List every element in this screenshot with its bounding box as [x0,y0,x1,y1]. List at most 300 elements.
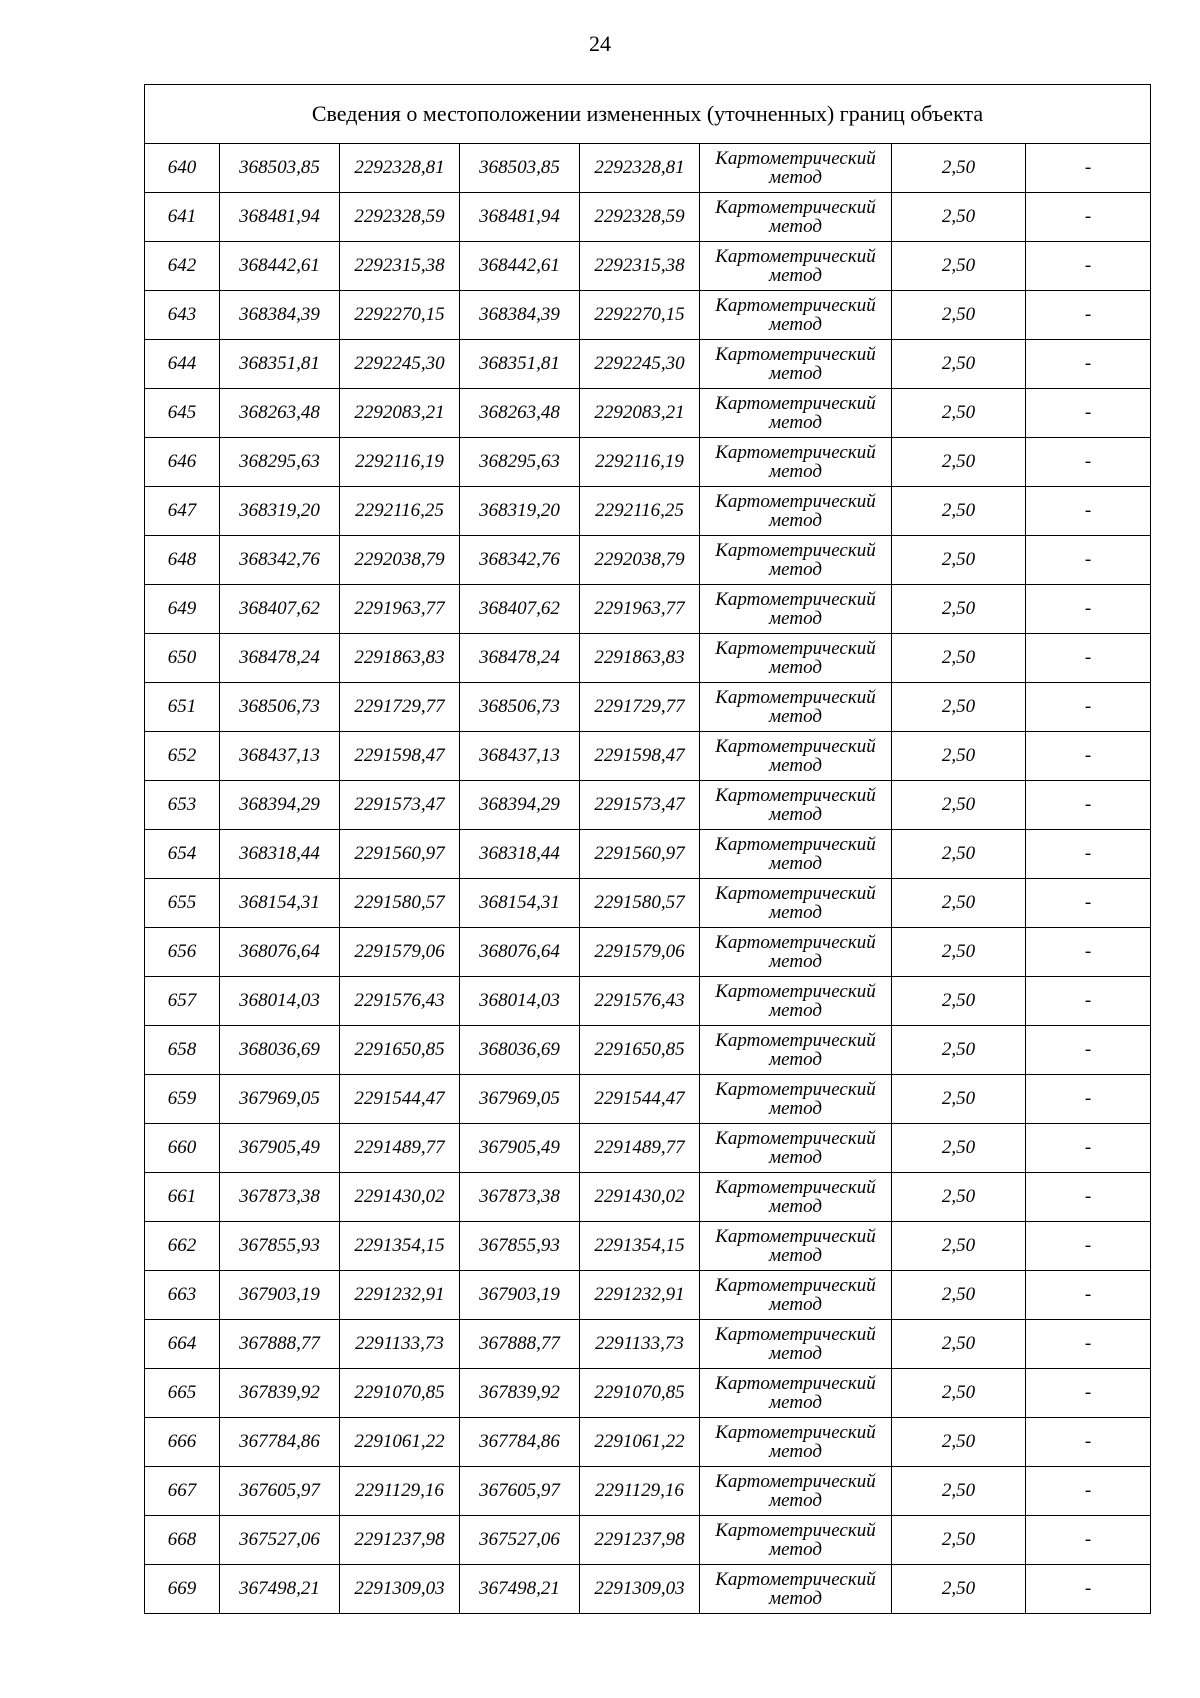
method-cell [700,1320,892,1369]
existing-y-cell: 2291544,47 [340,1075,460,1124]
existing-x-cell: 368394,29 [220,781,340,830]
note-cell: - [1026,291,1151,340]
method-line-2: метод [769,608,822,629]
refined-y-cell: 2291237,98 [580,1516,700,1565]
method-line-2: метод [769,1245,822,1266]
method-line-1: Картометрический [715,197,876,218]
point-number-cell: 648 [145,536,220,585]
refined-y-cell: 2291729,77 [580,683,700,732]
method-line-1: Картометрический [715,1520,876,1541]
point-number-cell: 666 [145,1418,220,1467]
existing-y-cell: 2292328,81 [340,144,460,193]
method-line-1: Картометрический [715,785,876,806]
note-cell: - [1026,1467,1151,1516]
refined-y-cell: 2291580,57 [580,879,700,928]
method-line-1: Картометрический [715,883,876,904]
method-cell [700,242,892,291]
existing-y-cell: 2291232,91 [340,1271,460,1320]
method-line-2: метод [769,902,822,923]
method-line-1: Картометрический [715,1422,876,1443]
note-cell: - [1026,732,1151,781]
refined-x-cell: 367905,49 [460,1124,580,1173]
method-line-2: метод [769,1441,822,1462]
method-line-1: Картометрический [715,246,876,267]
method-cell [700,1124,892,1173]
note-cell: - [1026,487,1151,536]
existing-y-cell: 2292328,59 [340,193,460,242]
note-cell: - [1026,1173,1151,1222]
method-line-2: метод [769,853,822,874]
point-number-cell: 651 [145,683,220,732]
existing-x-cell: 368319,20 [220,487,340,536]
existing-y-cell: 2291430,02 [340,1173,460,1222]
accuracy-cell: 2,50 [892,291,1026,340]
point-number-cell: 640 [145,144,220,193]
table-row [145,1467,1151,1516]
point-number-cell: 661 [145,1173,220,1222]
existing-y-cell: 2292245,30 [340,340,460,389]
method-line-2: метод [769,510,822,531]
point-number-cell: 649 [145,585,220,634]
existing-x-cell: 368478,24 [220,634,340,683]
point-number-cell: 644 [145,340,220,389]
method-cell [700,1516,892,1565]
accuracy-cell: 2,50 [892,1173,1026,1222]
method-line-2: метод [769,1539,822,1560]
table-row [145,536,1151,585]
point-number-cell: 665 [145,1369,220,1418]
accuracy-cell: 2,50 [892,1565,1026,1614]
refined-x-cell: 367855,93 [460,1222,580,1271]
existing-y-cell: 2291576,43 [340,977,460,1026]
method-line-1: Картометрический [715,834,876,855]
point-number-cell: 663 [145,1271,220,1320]
table-row [145,732,1151,781]
method-cell [700,1369,892,1418]
accuracy-cell: 2,50 [892,1418,1026,1467]
point-number-cell: 662 [145,1222,220,1271]
refined-y-cell: 2292270,15 [580,291,700,340]
method-cell [700,389,892,438]
refined-x-cell: 368319,20 [460,487,580,536]
existing-x-cell: 367873,38 [220,1173,340,1222]
accuracy-cell: 2,50 [892,1467,1026,1516]
point-number-cell: 643 [145,291,220,340]
accuracy-cell: 2,50 [892,389,1026,438]
method-line-2: метод [769,265,822,286]
method-cell [700,879,892,928]
existing-x-cell: 368384,39 [220,291,340,340]
method-line-1: Картометрический [715,589,876,610]
existing-y-cell: 2291489,77 [340,1124,460,1173]
point-number-cell: 647 [145,487,220,536]
table-row [145,1124,1151,1173]
existing-y-cell: 2291963,77 [340,585,460,634]
refined-x-cell: 368076,64 [460,928,580,977]
table-row [145,977,1151,1026]
accuracy-cell: 2,50 [892,732,1026,781]
note-cell: - [1026,389,1151,438]
table-row [145,1565,1151,1614]
refined-x-cell: 367784,86 [460,1418,580,1467]
method-line-2: метод [769,1392,822,1413]
method-cell [700,781,892,830]
refined-x-cell: 368442,61 [460,242,580,291]
existing-x-cell: 368154,31 [220,879,340,928]
point-number-cell: 656 [145,928,220,977]
table-row [145,830,1151,879]
table-row [145,634,1151,683]
table-row [145,291,1151,340]
method-line-1: Картометрический [715,932,876,953]
method-line-2: метод [769,412,822,433]
method-line-1: Картометрический [715,1471,876,1492]
note-cell: - [1026,781,1151,830]
existing-y-cell: 2291061,22 [340,1418,460,1467]
refined-x-cell: 368036,69 [460,1026,580,1075]
table-row [145,879,1151,928]
method-cell [700,1467,892,1516]
refined-y-cell: 2291354,15 [580,1222,700,1271]
method-cell [700,1271,892,1320]
refined-y-cell: 2292083,21 [580,389,700,438]
method-line-2: метод [769,363,822,384]
refined-y-cell: 2292315,38 [580,242,700,291]
accuracy-cell: 2,50 [892,830,1026,879]
method-line-1: Картометрический [715,1275,876,1296]
method-line-2: метод [769,1098,822,1119]
method-line-1: Картометрический [715,1128,876,1149]
table-row [145,683,1151,732]
point-number-cell: 653 [145,781,220,830]
refined-x-cell: 368437,13 [460,732,580,781]
accuracy-cell: 2,50 [892,1075,1026,1124]
method-line-2: метод [769,706,822,727]
refined-y-cell: 2291129,16 [580,1467,700,1516]
refined-y-cell: 2291232,91 [580,1271,700,1320]
refined-y-cell: 2292038,79 [580,536,700,585]
note-cell: - [1026,536,1151,585]
table-row [145,144,1151,193]
existing-y-cell: 2291309,03 [340,1565,460,1614]
refined-x-cell: 367969,05 [460,1075,580,1124]
point-number-cell: 645 [145,389,220,438]
method-cell [700,487,892,536]
accuracy-cell: 2,50 [892,487,1026,536]
point-number-cell: 657 [145,977,220,1026]
accuracy-cell: 2,50 [892,1369,1026,1418]
note-cell: - [1026,683,1151,732]
refined-x-cell: 368295,63 [460,438,580,487]
existing-y-cell: 2291579,06 [340,928,460,977]
accuracy-cell: 2,50 [892,193,1026,242]
point-number-cell: 641 [145,193,220,242]
accuracy-cell: 2,50 [892,1222,1026,1271]
accuracy-cell: 2,50 [892,1026,1026,1075]
method-cell [700,340,892,389]
refined-y-cell: 2291598,47 [580,732,700,781]
method-line-2: метод [769,461,822,482]
refined-y-cell: 2292245,30 [580,340,700,389]
note-cell: - [1026,1565,1151,1614]
refined-x-cell: 368506,73 [460,683,580,732]
existing-x-cell: 367855,93 [220,1222,340,1271]
refined-x-cell: 368407,62 [460,585,580,634]
method-line-1: Картометрический [715,344,876,365]
existing-x-cell: 368503,85 [220,144,340,193]
existing-x-cell: 367969,05 [220,1075,340,1124]
method-line-1: Картометрический [715,393,876,414]
note-cell: - [1026,1026,1151,1075]
page-number: 24 [589,31,611,56]
refined-y-cell: 2291489,77 [580,1124,700,1173]
method-line-2: метод [769,1196,822,1217]
refined-y-cell: 2291560,97 [580,830,700,879]
existing-y-cell: 2291070,85 [340,1369,460,1418]
table-title-row [145,85,1151,144]
table-row [145,389,1151,438]
method-line-1: Картометрический [715,638,876,659]
accuracy-cell: 2,50 [892,585,1026,634]
existing-x-cell: 368506,73 [220,683,340,732]
refined-x-cell: 368478,24 [460,634,580,683]
existing-y-cell: 2292270,15 [340,291,460,340]
refined-y-cell: 2292328,59 [580,193,700,242]
refined-y-cell: 2291576,43 [580,977,700,1026]
method-line-1: Картометрический [715,1226,876,1247]
existing-x-cell: 367839,92 [220,1369,340,1418]
method-line-1: Картометрический [715,295,876,316]
existing-y-cell: 2291560,97 [340,830,460,879]
refined-x-cell: 367839,92 [460,1369,580,1418]
refined-x-cell: 368503,85 [460,144,580,193]
table-row [145,1222,1151,1271]
method-line-2: метод [769,314,822,335]
method-cell [700,928,892,977]
method-line-2: метод [769,1588,822,1609]
method-line-1: Картометрический [715,1030,876,1051]
existing-y-cell: 2291580,57 [340,879,460,928]
method-line-1: Картометрический [715,442,876,463]
method-cell [700,144,892,193]
note-cell: - [1026,1271,1151,1320]
point-number-cell: 660 [145,1124,220,1173]
point-number-cell: 667 [145,1467,220,1516]
note-cell: - [1026,879,1151,928]
table-row [145,1026,1151,1075]
method-line-2: метод [769,804,822,825]
table-row [145,585,1151,634]
method-line-1: Картометрический [715,1177,876,1198]
refined-x-cell: 368351,81 [460,340,580,389]
existing-x-cell: 367498,21 [220,1565,340,1614]
method-cell [700,1075,892,1124]
accuracy-cell: 2,50 [892,242,1026,291]
refined-x-cell: 368154,31 [460,879,580,928]
accuracy-cell: 2,50 [892,928,1026,977]
refined-y-cell: 2291579,06 [580,928,700,977]
note-cell: - [1026,1369,1151,1418]
method-line-1: Картометрический [715,491,876,512]
existing-x-cell: 368437,13 [220,732,340,781]
existing-x-cell: 368342,76 [220,536,340,585]
existing-x-cell: 368442,61 [220,242,340,291]
note-cell: - [1026,242,1151,291]
refined-y-cell: 2291061,22 [580,1418,700,1467]
existing-x-cell: 367605,97 [220,1467,340,1516]
existing-x-cell: 368318,44 [220,830,340,879]
method-cell [700,683,892,732]
accuracy-cell: 2,50 [892,1124,1026,1173]
method-line-2: метод [769,1294,822,1315]
refined-x-cell: 367605,97 [460,1467,580,1516]
table-row [145,242,1151,291]
refined-x-cell: 367498,21 [460,1565,580,1614]
note-cell: - [1026,1516,1151,1565]
existing-y-cell: 2292116,25 [340,487,460,536]
note-cell: - [1026,1124,1151,1173]
method-cell [700,291,892,340]
table-row [145,438,1151,487]
refined-y-cell: 2291133,73 [580,1320,700,1369]
refined-x-cell: 367873,38 [460,1173,580,1222]
table-row [145,1075,1151,1124]
note-cell: - [1026,585,1151,634]
point-number-cell: 650 [145,634,220,683]
method-line-2: метод [769,167,822,188]
method-cell [700,1173,892,1222]
accuracy-cell: 2,50 [892,781,1026,830]
method-line-2: метод [769,1147,822,1168]
note-cell: - [1026,928,1151,977]
point-number-cell: 646 [145,438,220,487]
method-line-2: метод [769,951,822,972]
refined-x-cell: 368014,03 [460,977,580,1026]
note-cell: - [1026,1418,1151,1467]
existing-y-cell: 2292116,19 [340,438,460,487]
refined-y-cell: 2291544,47 [580,1075,700,1124]
existing-x-cell: 368014,03 [220,977,340,1026]
refined-x-cell: 367527,06 [460,1516,580,1565]
method-cell [700,1026,892,1075]
note-cell: - [1026,1075,1151,1124]
method-cell [700,438,892,487]
method-line-1: Картометрический [715,981,876,1002]
note-cell: - [1026,193,1151,242]
table-row [145,781,1151,830]
existing-y-cell: 2291598,47 [340,732,460,781]
existing-x-cell: 368076,64 [220,928,340,977]
table-row [145,1320,1151,1369]
table-row [145,193,1151,242]
method-line-2: метод [769,559,822,580]
method-cell [700,1222,892,1271]
point-number-cell: 668 [145,1516,220,1565]
refined-y-cell: 2291650,85 [580,1026,700,1075]
existing-y-cell: 2291237,98 [340,1516,460,1565]
point-number-cell: 654 [145,830,220,879]
accuracy-cell: 2,50 [892,977,1026,1026]
refined-x-cell: 367903,19 [460,1271,580,1320]
table-row [145,1271,1151,1320]
existing-y-cell: 2291129,16 [340,1467,460,1516]
method-line-1: Картометрический [715,1079,876,1100]
method-cell [700,977,892,1026]
refined-x-cell: 368263,48 [460,389,580,438]
table-row [145,928,1151,977]
refined-y-cell: 2291309,03 [580,1565,700,1614]
method-cell [700,536,892,585]
point-number-cell: 642 [145,242,220,291]
method-line-1: Картометрический [715,1324,876,1345]
existing-y-cell: 2291863,83 [340,634,460,683]
refined-y-cell: 2292116,25 [580,487,700,536]
table-title: Сведения о местоположении измененных (уточненных) границ объекта [145,85,1151,144]
note-cell: - [1026,1222,1151,1271]
existing-x-cell: 368295,63 [220,438,340,487]
accuracy-cell: 2,50 [892,1516,1026,1565]
accuracy-cell: 2,50 [892,634,1026,683]
existing-x-cell: 367527,06 [220,1516,340,1565]
table-row [145,1516,1151,1565]
note-cell: - [1026,1320,1151,1369]
method-cell [700,193,892,242]
point-number-cell: 659 [145,1075,220,1124]
note-cell: - [1026,977,1151,1026]
refined-y-cell: 2291573,47 [580,781,700,830]
refined-y-cell: 2291430,02 [580,1173,700,1222]
point-number-cell: 669 [145,1565,220,1614]
method-line-2: метод [769,1000,822,1021]
existing-x-cell: 368263,48 [220,389,340,438]
note-cell: - [1026,144,1151,193]
accuracy-cell: 2,50 [892,340,1026,389]
accuracy-cell: 2,50 [892,683,1026,732]
existing-y-cell: 2291650,85 [340,1026,460,1075]
note-cell: - [1026,438,1151,487]
method-line-1: Картометрический [715,1569,876,1590]
refined-x-cell: 367888,77 [460,1320,580,1369]
existing-x-cell: 367888,77 [220,1320,340,1369]
point-number-cell: 658 [145,1026,220,1075]
note-cell: - [1026,830,1151,879]
table-row [145,340,1151,389]
existing-y-cell: 2292083,21 [340,389,460,438]
table-row [145,1369,1151,1418]
refined-y-cell: 2291963,77 [580,585,700,634]
method-line-2: метод [769,216,822,237]
existing-x-cell: 367905,49 [220,1124,340,1173]
method-line-1: Картометрический [715,540,876,561]
method-cell [700,732,892,781]
method-line-1: Картометрический [715,687,876,708]
accuracy-cell: 2,50 [892,1320,1026,1369]
refined-y-cell: 2292328,81 [580,144,700,193]
method-line-2: метод [769,1490,822,1511]
table-row [145,1418,1151,1467]
existing-x-cell: 367903,19 [220,1271,340,1320]
table-row [145,487,1151,536]
table-body [145,85,1151,1614]
refined-x-cell: 368394,29 [460,781,580,830]
refined-y-cell: 2292116,19 [580,438,700,487]
refined-x-cell: 368342,76 [460,536,580,585]
existing-y-cell: 2291573,47 [340,781,460,830]
note-cell: - [1026,634,1151,683]
accuracy-cell: 2,50 [892,536,1026,585]
method-line-1: Картометрический [715,148,876,169]
table-row [145,1173,1151,1222]
